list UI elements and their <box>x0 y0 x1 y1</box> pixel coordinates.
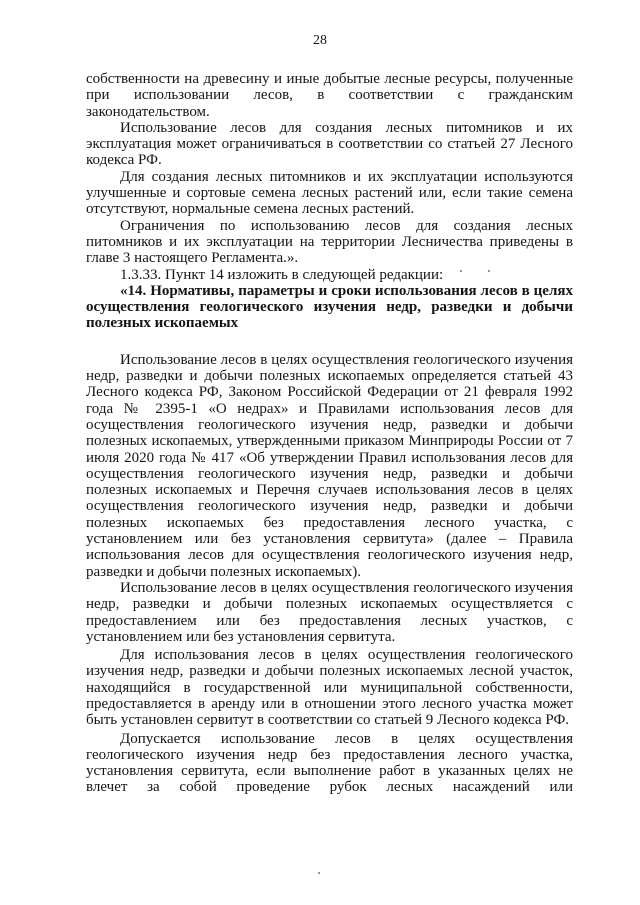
scan-speck <box>488 270 490 272</box>
paragraph-allowed-use: Допускается использование лесов в целях осуществления геологического изучения недр без предоставления лесного участка, установления сервитута, если выполнение работ в указанных целях не влечет за собой проведение рубок лесных насаждений или <box>86 730 573 796</box>
spacer <box>86 332 573 352</box>
scan-speck <box>318 872 320 874</box>
scan-speck <box>460 270 462 272</box>
page-number: 28 <box>313 33 327 48</box>
document-body <box>86 71 573 796</box>
section-heading: «14. Нормативы, параметры и сроки использования лесов в целях осуществления геологического изучения недр, разведки и добычи полезных ископаемых <box>86 282 573 332</box>
paragraph-legal-basis: Использование лесов в целях осуществления геологического изучения недр, разведки и добычи полезных ископаемых определяется статьей 43 Лесного кодекса РФ, Законом Российской Федерации от 21 февраля 1992 года № 2395-1 «О недрах» и Правилами использования лесов для осуществления геологического изучения недр, разведки и добычи полезных ископаемых, утвержденными приказом Минприроды России от 7 июля 2020 года № 417 «Об утверждении Правил использования лесов для осуществления геологического изучения недр, разведки и добычи полезных ископаемых и Перечня случаев использования лесов в целях осуществления геологического изучения недр, разведки и добычи полезных ископаемых без предоставления лесного участка, с установлением или без установления сервитута» (далее – Правила использования лесов для осуществления геологического изучения недр, разведки и добычи полезных ископаемых). <box>86 351 573 580</box>
paragraph-nurseries-limits: Ограничения по использованию лесов для создания лесных питомников и их эксплуатации на территории Лесничества приведены в главе 3 настоящего Регламента.». <box>86 217 573 267</box>
paragraph-lease-servitude: Для использования лесов в целях осуществления геологического изучения недр, разведки и добычи полезных ископаемых лесной участок, находящийся в государственной или муниципальной собственности, предоставляется в аренду или в отношении этого лесного участка может быть установлен сервитут в соответствии со статьей 9 Лесного кодекса РФ. <box>86 647 573 729</box>
paragraph-use-modes: Использование лесов в целях осуществления геологического изучения недр, разведки и добычи полезных ископаемых осуществляется с предоставлением или без предоставления лесных участков, с установлением или без установления сервитута. <box>86 579 573 645</box>
paragraph-nurseries-seeds: Для создания лесных питомников и их эксплуатации используются улучшенные и сортовые семена лесных растений или, если такие семена отсутствуют, нормальные семена лесных растений. <box>86 168 573 218</box>
paragraph-nurseries-restriction: Использование лесов для создания лесных питомников и их эксплуатация может ограничиваться в соответствии со статьей 27 Лесного кодекса РФ. <box>86 119 573 169</box>
paragraph-amendment-clause: 1.3.33. Пункт 14 изложить в следующей редакции: <box>120 266 444 283</box>
paragraph-ownership: собственности на древесину и иные добытые лесные ресурсы, полученные при использовании лесов, в соответствии с гражданским законодательством. <box>86 71 573 120</box>
